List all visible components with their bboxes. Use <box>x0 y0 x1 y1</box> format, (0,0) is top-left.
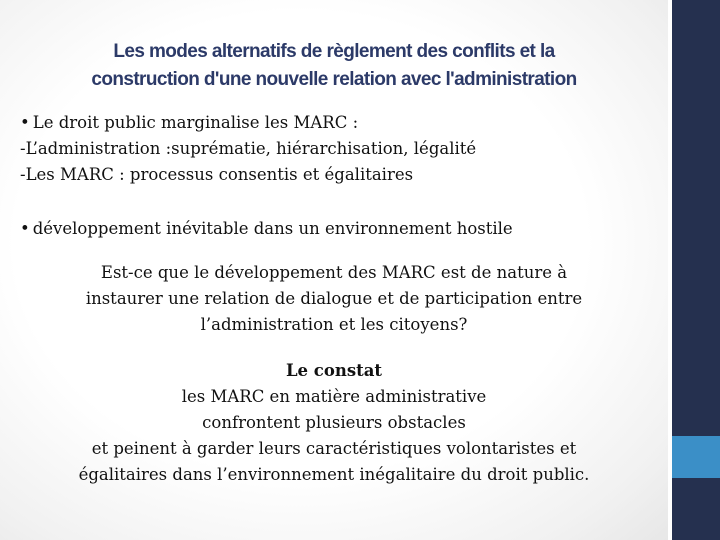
bullet-marker: • <box>20 219 30 238</box>
constat-line-4: égalitaires dans l’environnement inégalitaire du droit public. <box>78 465 590 484</box>
bullet-point-1 <box>20 110 660 136</box>
bullet-marker: • <box>20 113 30 132</box>
title-line-1: Les modes alternatifs de règlement des conflits et la <box>113 41 555 62</box>
bullet-point-2-text: développement inévitable dans un environnement hostile <box>32 219 513 238</box>
constat-heading: Le constat <box>285 361 383 380</box>
decorative-sidebar <box>668 0 720 540</box>
slide-title <box>20 38 648 94</box>
slide-body <box>20 110 660 488</box>
bullet-point-1-text: Le droit public marginalise les MARC : <box>32 113 359 132</box>
constat-line-3: et peinent à garder leurs caractéristiques volontaristes et <box>91 439 577 458</box>
sidebar-accent-block <box>672 436 720 478</box>
question-line-2: instaurer une relation de dialogue et de participation entre <box>85 289 583 308</box>
question-line-1: Est-ce que le développement des MARC est de nature à <box>100 263 568 282</box>
title-line-2: construction d'une nouvelle relation avec l'administration <box>91 69 577 90</box>
constat-line-2: confrontent plusieurs obstacles <box>202 413 466 432</box>
sub-point-2: -Les MARC : processus consentis et égalitaires <box>20 165 414 184</box>
question-line-3: l’administration et les citoyens? <box>200 315 468 334</box>
constat-line-1: les MARC en matière administrative <box>181 387 487 406</box>
bullet-point-2 <box>20 216 660 242</box>
sub-point-1: -L’administration :suprématie, hiérarchisation, légalité <box>20 139 477 158</box>
